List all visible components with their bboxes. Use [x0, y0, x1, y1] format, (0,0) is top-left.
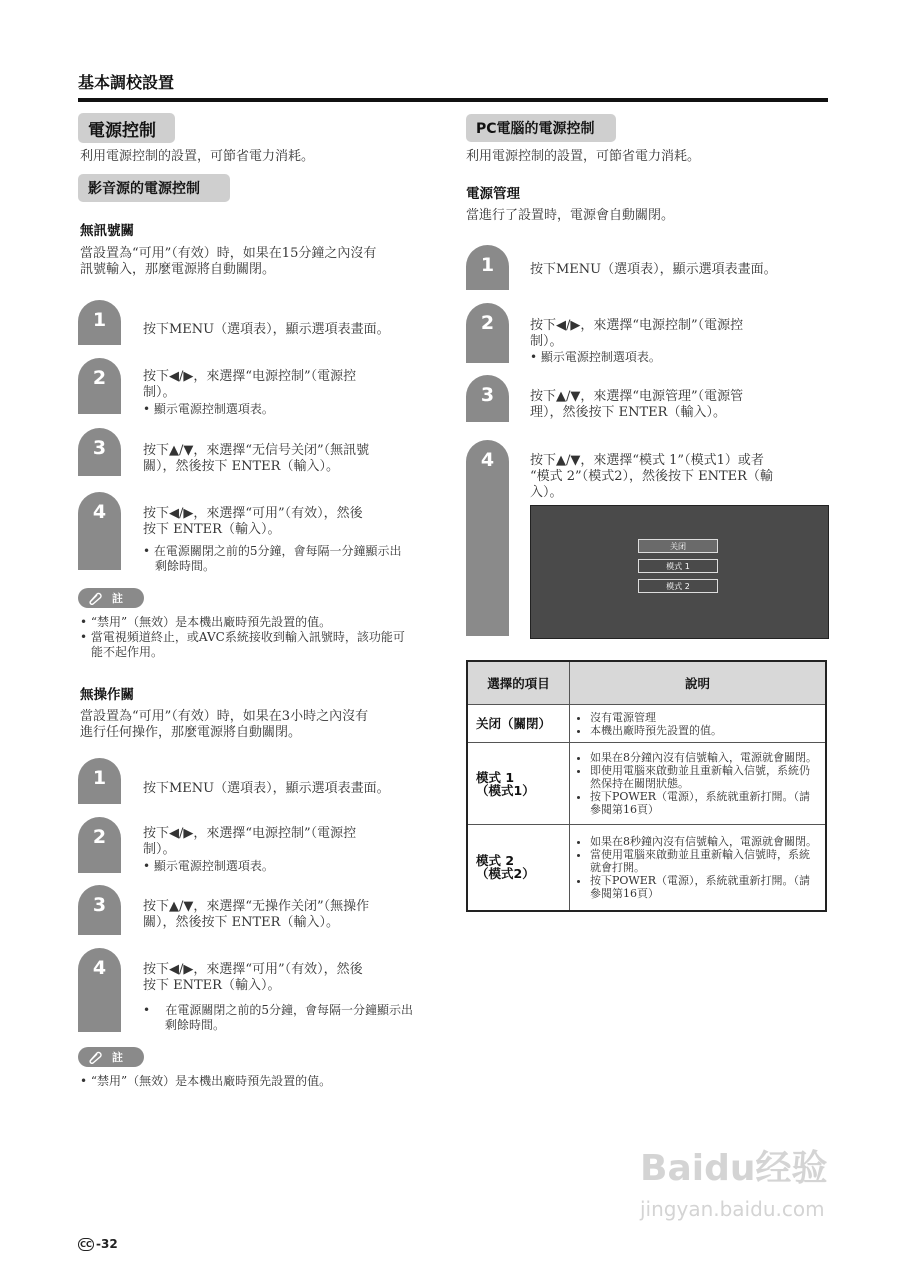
- table-header-desc: 說明: [570, 661, 827, 705]
- osd-menu-item-mode1[interactable]: 模式 1: [638, 559, 718, 573]
- step-text: 按下▲/▼，來選擇“无操作关闭”（無操作: [143, 899, 370, 914]
- step-number: 1: [466, 245, 509, 290]
- page-number-text: -32: [96, 1237, 118, 1251]
- paperclip-icon: [86, 591, 102, 605]
- step-number: 3: [78, 428, 121, 476]
- step-text: 按下◀/▶，來選擇“可用”（有效），然後: [143, 506, 363, 521]
- step-text: 按下MENU（選項表），顯示選項表畫面。: [143, 781, 390, 796]
- av-power-title: 影音源的電源控制: [78, 174, 230, 202]
- step-text: 按下◀/▶，來選擇“可用”（有效），然後: [143, 962, 363, 977]
- note-item: • 當電視頻道終止，或AVC系統接收到輸入訊號時，該功能可: [80, 630, 405, 644]
- no-operation-heading: 無操作關: [80, 687, 134, 703]
- note-item: 能不起作用。: [91, 645, 164, 659]
- step-text: “模式 2”（模式2），然後按下 ENTER（輸: [530, 469, 773, 484]
- no-signal-desc-1: 當設置為“可用”（有效）時，如果在15分鐘之內沒有: [80, 246, 377, 261]
- no-signal-desc-2: 訊號輸入，那麼電源將自動關閉。: [80, 262, 276, 277]
- step-bullet: • 在電源關閉之前的5分鐘，會每隔一分鐘顯示出: [143, 1003, 413, 1017]
- step-text: 制）。: [530, 334, 563, 349]
- table-row: [467, 825, 826, 911]
- pc-power-title: PC電腦的電源控制: [466, 114, 616, 142]
- table-key: 模式 2 （模式2）: [467, 825, 570, 911]
- left-intro: 利用電源控制的設置，可節省電力消耗。: [80, 149, 315, 164]
- note-badge: 註: [78, 1047, 144, 1067]
- step-text: 按下MENU（選項表），顯示選項表畫面。: [530, 262, 777, 277]
- step-text: 制）。: [143, 842, 176, 857]
- osd-menu-item-off[interactable]: 关闭: [638, 539, 718, 553]
- step-text: 按下◀/▶，來選擇“电源控制”（電源控: [143, 826, 357, 841]
- step-bullet: • 顯示電源控制選項表。: [143, 859, 274, 873]
- step-text: 按下 ENTER（輸入）。: [143, 978, 281, 993]
- table-header-row: [467, 661, 826, 705]
- power-management-desc: 當進行了設置時，電源會自動關閉。: [466, 208, 675, 223]
- header-rule: [78, 98, 828, 102]
- step-text: 按下▲/▼，來選擇“模式 1”（模式1）或者: [530, 453, 764, 468]
- section-header: 基本調校設置: [78, 73, 175, 92]
- step-bullet: • 在電源關閉之前的5分鐘，會每隔一分鐘顯示出: [143, 544, 402, 558]
- step-text: 理），然後按下 ENTER（輸入）。: [530, 405, 726, 420]
- step-number: 1: [78, 300, 121, 345]
- step-number: 3: [466, 375, 509, 422]
- table-row: [467, 743, 826, 825]
- watermark-url: jingyan.baidu.com: [640, 1197, 825, 1221]
- table-desc-item: • 本機出廠時預先設置的值。: [590, 724, 819, 737]
- note-item: • “禁用”（無效）是本機出廠時預先設置的值。: [80, 615, 332, 629]
- step-text: 關），然後按下 ENTER（輸入）。: [143, 459, 339, 474]
- cc-icon: CC: [78, 1238, 94, 1251]
- step-number: 2: [78, 358, 121, 414]
- step-text: 按下 ENTER（輸入）。: [143, 522, 281, 537]
- watermark: [640, 1140, 827, 1221]
- step-text: 按下▲/▼，來選擇“电源管理”（電源管: [530, 389, 744, 404]
- step-number: 1: [78, 758, 121, 804]
- osd-menu-item-mode2[interactable]: 模式 2: [638, 579, 718, 593]
- step-bullet: • 顯示電源控制選項表。: [530, 350, 661, 364]
- no-operation-desc-1: 當設置為“可用”（有效）時，如果在3小時之內沒有: [80, 709, 369, 724]
- table-desc: [570, 743, 827, 825]
- table-desc-item: • 按下POWER（電源），系統就重新打開。（請參閱第16頁）: [590, 790, 819, 816]
- no-operation-desc-2: 進行任何操作，那麼電源將自動關閉。: [80, 725, 302, 740]
- step-number: 4: [466, 440, 509, 636]
- step-text: 關），然後按下 ENTER（輸入）。: [143, 915, 339, 930]
- step-bullet: 剩餘時間。: [165, 1018, 226, 1032]
- table-desc-item: • 當使用電腦來啟動並且重新輸入信號時，系統就會打開。: [590, 848, 819, 874]
- step-text: 按下MENU（選項表），顯示選項表畫面。: [143, 322, 390, 337]
- step-text: 入）。: [530, 485, 563, 500]
- table-desc-item: • 如果在8分鐘內沒有信號輸入，電源就會關閉。: [590, 751, 819, 764]
- table-row: [467, 705, 826, 743]
- table-desc-item: • 按下POWER（電源），系統就重新打開。（請參閱第16頁）: [590, 874, 819, 900]
- paperclip-icon: [86, 1050, 102, 1064]
- note-item: • “禁用”（無效）是本機出廠時預先設置的值。: [80, 1074, 332, 1088]
- step-number: 2: [466, 303, 509, 363]
- osd-screen: [530, 505, 829, 639]
- step-text: 按下▲/▼，來選擇“无信号关闭”（無訊號: [143, 443, 370, 458]
- power-management-heading: 電源管理: [466, 186, 520, 202]
- page-number: [78, 1237, 118, 1251]
- table-key: 关闭（關閉）: [467, 705, 570, 743]
- watermark-brand: Baidu经验: [640, 1148, 828, 1189]
- right-intro: 利用電源控制的設置，可節省電力消耗。: [466, 149, 701, 164]
- no-signal-heading: 無訊號關: [80, 223, 134, 239]
- table-header-item: 選擇的項目: [467, 661, 570, 705]
- table-desc: [570, 825, 827, 911]
- table-key: 模式 1 （模式1）: [467, 743, 570, 825]
- step-bullet: 剩餘時間。: [155, 559, 216, 573]
- step-number: 4: [78, 492, 121, 570]
- step-bullet: • 顯示電源控制選項表。: [143, 402, 274, 416]
- step-number: 2: [78, 817, 121, 873]
- options-table: [466, 660, 827, 912]
- step-number: 3: [78, 885, 121, 935]
- table-desc-item: • 即使用電腦來啟動並且重新輸入信號，系統仍然保持在關閉狀態。: [590, 764, 819, 790]
- step-text: 制）。: [143, 385, 176, 400]
- table-desc-item: • 沒有電源管理: [590, 711, 819, 724]
- step-text: 按下◀/▶，來選擇“电源控制”（電源控: [143, 369, 357, 384]
- table-desc-item: • 如果在8秒鐘內沒有信號輸入，電源就會關閉。: [590, 835, 819, 848]
- step-text: 按下◀/▶，來選擇“电源控制”（電源控: [530, 318, 744, 333]
- power-control-title: 電源控制: [78, 113, 175, 143]
- step-number: 4: [78, 948, 121, 1032]
- table-desc: [570, 705, 827, 743]
- note-badge: 註: [78, 588, 144, 608]
